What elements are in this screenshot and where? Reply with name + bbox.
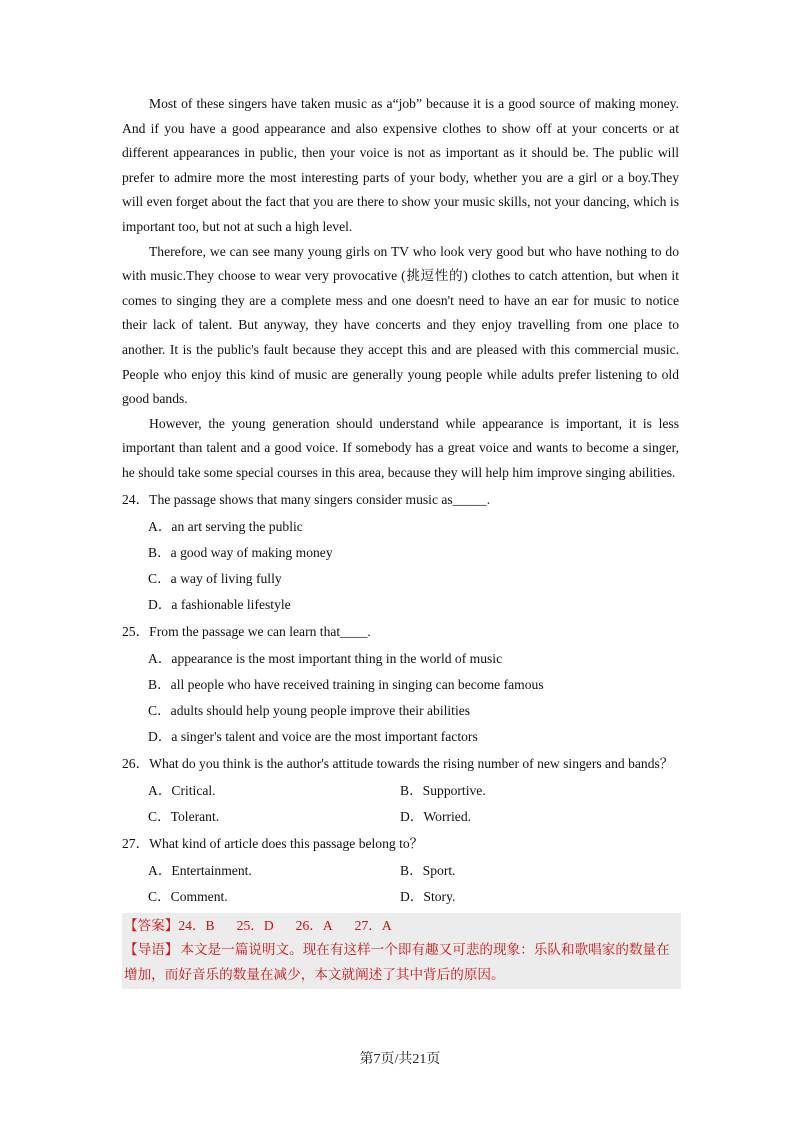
option-c: C．a way of living fully (148, 570, 282, 586)
option-list (148, 514, 679, 618)
option-c: C．adults should help young people improve their abilities (148, 702, 471, 718)
option-a: A．Critical. (148, 782, 216, 798)
question-26 (122, 752, 679, 830)
option-a: A．Entertainment. (148, 862, 252, 878)
question-27 (122, 832, 679, 910)
option-a: A．appearance is the most important thing in the world of music (148, 650, 503, 666)
option-list (148, 778, 679, 830)
option-b: B．Sport. (400, 862, 456, 878)
question-25 (122, 620, 679, 750)
option-list (148, 646, 679, 750)
answer-key: 24．B (178, 917, 215, 933)
option-a: A．an art serving the public (148, 518, 303, 534)
option-c: C．Comment. (148, 888, 228, 904)
page-number: 第7页/共21页 (359, 1052, 441, 1067)
answer-box (122, 913, 681, 990)
option-b: B．a good way of making money (148, 544, 333, 560)
answer-line (124, 914, 679, 939)
passage-paragraph-3: However, the young generation should understand while appearance is important, it is less important than talent and a good voice. If somebody has a great voice and wants to become a singer, he should take some special courses in this area, because they will help him improve singing abilities. (122, 415, 679, 480)
question-stem: 25．From the passage we can learn that____. (122, 623, 371, 639)
document-body (122, 92, 679, 989)
option-d: D．a fashionable lifestyle (148, 596, 291, 612)
answer-key: 25．D (236, 917, 274, 933)
passage-paragraph-2: Therefore, we can see many young girls on TV who look very good but who have nothing to do with music.They choose to wear very provocative (挑逗性的) clothes to catch attention, but when it comes to singing they are a complete mess and one doesn't need to have an ear for music to notice their lack of talent. But anyway, they have concerts and they enjoy travelling from one place to another. It is the public's fault because they accept this and are pleased with this commercial music. People who enjoy this kind of music are generally young people while adults prefer listening to old good bands. (122, 243, 679, 407)
option-d: D．Worried. (400, 808, 472, 824)
question-stem: 27．What kind of article does this passage belong to？ (122, 835, 424, 851)
question-stem: 26．What do you think is the author's attitude towards the rising number of new singers and bands？ (122, 755, 674, 771)
question-stem: 24．The passage shows that many singers consider music as_____. (122, 491, 491, 507)
guide-label: 【导语】 (124, 942, 179, 958)
option-b: B．Supportive. (400, 782, 486, 798)
passage-paragraph-1: Most of these singers have taken music as a“job” because it is a good source of making money. And if you have a good appearance and also expensive clothes to show off at your concerts or at different appearances in public, then your voice is not as important as it should be. The public will prefer to admire more the most interesting parts of your body, whether you are a girl or a boy.They will even forget about the fact that you are there to show your music skills, not your dancing, which is important too, but not at such a high level. (122, 96, 679, 234)
option-b: B．all people who have received training in singing can become famous (148, 676, 544, 692)
answer-label: 【答案】 (124, 917, 179, 934)
answer-key: 26．A (295, 917, 333, 933)
option-list (148, 858, 679, 910)
option-c: C．Tolerant. (148, 808, 220, 824)
guide-text: 本文是一篇说明文。现在有这样一个即有趣又可悲的现象：乐队和歌唱家的数量在增加，而好音乐的数量在减少，本文就阐述了其中背后的原因。 (124, 942, 670, 983)
option-d: D．Story. (400, 888, 456, 904)
option-d: D．a singer's talent and voice are the most important factors (148, 728, 478, 744)
answer-key: 27．A (354, 917, 392, 933)
question-24 (122, 488, 679, 618)
guide-line (124, 938, 679, 987)
